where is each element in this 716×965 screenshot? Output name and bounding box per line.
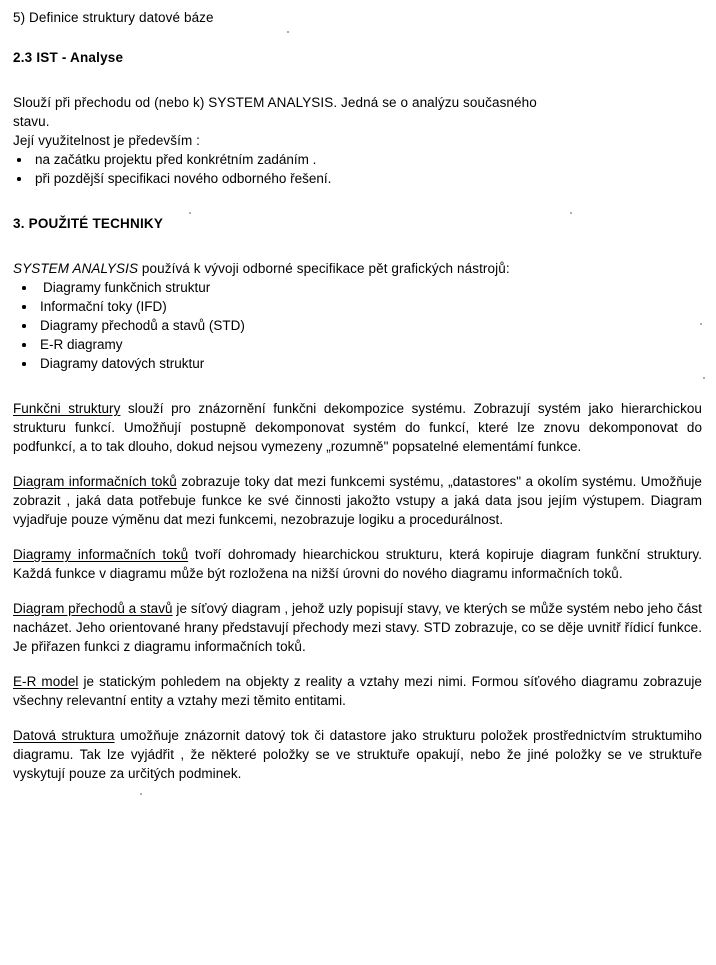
paragraph-text: umožňuje znázornit datový tok či datastore jako strukturu položek prostřednictvím struktumiho diagramu. Tak lze vyjádřit , že některé položky se ve struktuře opakují, nebo že jiné položky se ve struktuře vyskytují pouze za určitých podminek. xyxy=(13,728,702,781)
paragraph-lead-term: E-R model xyxy=(13,674,79,689)
paragraph-funkcni-struktury xyxy=(13,399,702,456)
paragraph-diagram-informacnich-toku xyxy=(13,472,702,529)
paragraph-text: je statickým pohledem na objekty z reality a vztahy mezi nimi. Formou síťového diagramu zobrazuje všechny relevantní entity a vztahy mezi těmito entitami. xyxy=(13,674,702,708)
list-item: na začátku projektu před konkrétním zadáním . xyxy=(13,150,702,169)
ist-paragraph-line-1: Slouží při přechodu od (nebo k) SYSTEM ANALYSIS. Jedná se o analýzu současného xyxy=(13,95,537,110)
heading-2-3-ist-analyse: 2.3 IST - Analyse xyxy=(13,50,124,65)
document-body xyxy=(13,8,702,783)
paragraph-text: zobrazuje toky dat mezi funkcemi systému, „datastores" a okolím systému. Umožňuje zobrazit , jaká data potřebuje funkce ke své činnosti jakožto vstupy a jaká data jsou jejím výstupem. Diagram vyjadřuje pouze výměnu dat mezi funkcemi, nezobrazuje logiku a procedurálnost. xyxy=(13,474,702,527)
tools-intro-rest: používá k vývoji odborné specifikace pět grafických nástrojů: xyxy=(138,261,510,276)
list-item: při pozdější specifikaci nového odborného řešení. xyxy=(13,169,702,188)
paragraph-datova-struktura xyxy=(13,726,702,783)
list-item: Diagramy funkčnich struktur xyxy=(13,278,702,297)
list-item-5: 5) Definice struktury datové báze xyxy=(13,10,214,25)
scan-speck xyxy=(140,793,142,795)
paragraph-diagram-prechodu-a-stavu xyxy=(13,599,702,656)
paragraph-text: tvoří dohromady hiearchickou strukturu, která kopiruje diagram funkční struktury. Každá funkce v diagramu může být rozložena na nižší úrovni do nového diagramu informačních toků. xyxy=(13,547,702,581)
tools-intro-italic: SYSTEM ANALYSIS xyxy=(13,261,139,276)
paragraph-lead-term: Datová struktura xyxy=(13,728,115,743)
paragraph-er-model xyxy=(13,672,702,710)
list-item: Diagramy datových struktur xyxy=(13,354,702,373)
ist-paragraph-line-2: stavu. xyxy=(13,114,50,129)
paragraph-text: slouží pro znázornění funkčni dekompozice systému. Zobrazují systém jako hierarchickou strukturu funkcí. Umožňují postupně dekomponovat systém do funkcí, které lze znovu dekomponovat do podfunkcí, a to tak dlouho, dokud nejsou vymezeny „rozumně" popsatelné elementámí funkce. xyxy=(13,401,702,454)
paragraph-lead-term: Funkčni struktury xyxy=(13,401,121,416)
paragraph-lead-term: Diagram přechodů a stavů xyxy=(13,601,173,616)
paragraph-lead-term: Diagram informačních toků xyxy=(13,474,177,489)
list-item: Diagramy přechodů a stavů (STD) xyxy=(13,316,702,335)
list-item: Informační toky (IFD) xyxy=(13,297,702,316)
ist-bullet-list xyxy=(13,150,702,188)
list-item: E-R diagramy xyxy=(13,335,702,354)
heading-3-pouzite-techniky: 3. POUŽITÉ TECHNIKY xyxy=(13,216,164,231)
paragraph-text: je síťový diagram , jehož uzly popisují stavy, ve kterých se může systém nebo jeho část nacházet. Jeho orientované hrany představují přechody mezi stavy. STD zobrazuje, co se děje uvnitř řídicí funkce. Je přiřazen funkci z diagramu informačních toků. xyxy=(13,601,702,654)
paragraph-diagramy-informacnich-toku xyxy=(13,545,702,583)
paragraph-lead-term: Diagramy informačních toků xyxy=(13,547,189,562)
tools-bullet-list xyxy=(13,278,702,373)
tools-intro xyxy=(13,259,702,278)
ist-paragraph-line-3: Její využitelnost je především : xyxy=(13,133,201,148)
scan-speck xyxy=(703,377,705,379)
